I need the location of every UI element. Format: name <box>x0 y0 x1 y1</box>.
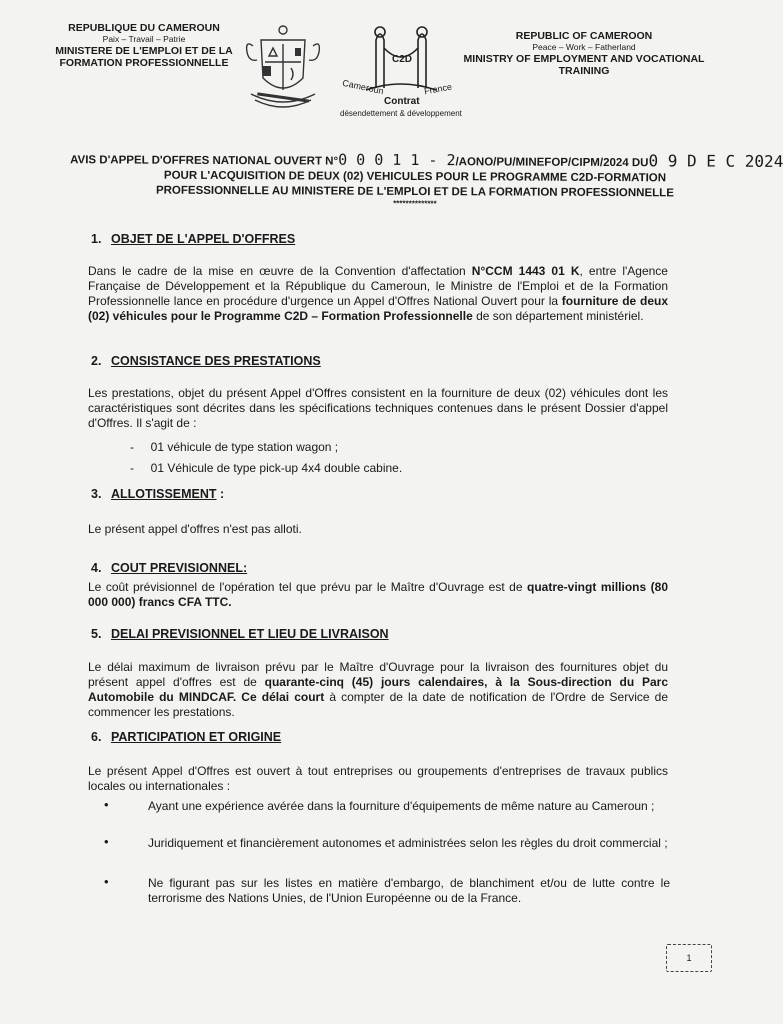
section-4-heading <box>91 561 247 575</box>
section-6-text: Le présent Appel d'Offres est ouvert à tout entreprises ou groupements d'entreprises de travaux publics locales ou internationales : <box>88 764 668 793</box>
section-6-list-item <box>104 836 670 851</box>
c2d-line2: désendettement & développement <box>340 109 462 118</box>
section-5-heading <box>91 627 389 641</box>
title-part-a: AVIS D'APPEL D'OFFRES NATIONAL OUVERT N° <box>70 154 339 168</box>
section-6-number: 6. <box>91 730 102 744</box>
s6-item-2: Juridiquement et financièrement autonomes et administrées selon les règles du droit commercial ; <box>148 836 668 850</box>
s1-text-d: fourniture de deux (02) véhicules pour le Programme C2D – Formation Professionnelle <box>88 294 668 323</box>
header-left <box>44 22 244 69</box>
motto-en: Peace – Work – Fatherland <box>532 42 636 52</box>
section-3-colon: : <box>216 487 225 501</box>
section-5-number: 5. <box>91 627 102 641</box>
title-part-b: /AONO/PU/MINEFOP/CIPM/2024 DU <box>455 156 649 170</box>
s1-text-e: de son département ministériel. <box>472 309 644 323</box>
handwritten-date: 0 9 D E C 2024 <box>648 151 783 171</box>
section-3-text: Le présent appel d'offres n'est pas alloti. <box>88 522 302 536</box>
handwritten-number: 0 0 0 1 1 - 2 <box>338 150 456 170</box>
section-2-label: CONSISTANCE DES PRESTATIONS <box>111 354 321 368</box>
c2d-center-text: C2D <box>392 54 413 65</box>
title-line3: PROFESSIONNELLE AU MINISTERE DE L'EMPLOI ET DE LA FORMATION PROFESSIONNELLE <box>155 184 674 200</box>
section-3-number: 3. <box>91 487 102 501</box>
section-4-number: 4. <box>91 561 102 575</box>
section-6-list-item <box>104 876 670 906</box>
c2d-label-left: Cameroun <box>341 77 385 97</box>
s1-text-b: N°CCM 1443 01 K <box>471 264 580 278</box>
s2-item-1: 01 véhicule de type station wagon ; <box>150 440 339 454</box>
s6-item-1: Ayant une expérience avérée dans la fourniture d'équipements de même nature au Cameroun ; <box>148 799 655 813</box>
s5-text-b: quarante-cinq (45) jours calendaires, à la Sous-direction du Parc Automobile du MINDCAF. Ce délai court <box>88 675 669 704</box>
s5-text-a: Le délai maximum de livraison prévu par le Maître d'Ouvrage pour la livraison des fournitures objet du présent appel d'offres est de <box>88 660 668 689</box>
section-3-label: ALLOTISSEMENT <box>111 487 217 501</box>
ministry-en: MINISTRY OF EMPLOYMENT AND VOCATIONAL TRAINING <box>463 53 705 77</box>
section-6-heading <box>91 730 281 744</box>
section-6-label: PARTICIPATION ET ORIGINE <box>111 730 282 744</box>
s6-item-3: Ne figurant pas sur les listes en matière d'embargo, de blanchiment et/ou de lutte contre le terrorisme des Nations Unies, de l'Union Européenne ou de la France. <box>148 876 670 905</box>
page-number-box <box>666 944 712 972</box>
bullet-icon: • <box>104 874 109 889</box>
c2d-label-right: France <box>423 81 453 97</box>
notice-title <box>70 150 783 210</box>
title-stars: ************** <box>393 198 437 209</box>
section-2-list-item: - 01 véhicule de type station wagon ; <box>130 440 339 454</box>
section-1-text <box>88 264 668 324</box>
s1-text-c: , entre l'Agence Française de Développement et la République du Cameroun, le Ministre de l'Emploi et de la Formation Professionnelle lance en procédure d'urgence un Appel d'Offres National Ouvert pour la <box>88 264 668 308</box>
ministry-fr: MINISTERE DE L'EMPLOI ET DE LA FORMATION PROFESSIONNELLE <box>55 45 233 69</box>
section-1-label: OBJET DE L'APPEL D'OFFRES <box>111 232 296 246</box>
section-2-text: Les prestations, objet du présent Appel d'Offres consistent en la fourniture de deux (02) véhicules dont les caractéristiques sont décrites dans les spécifications techniques contenues dans le présent Dossier d'appel d'Offres. Il s'agit de : <box>88 386 668 430</box>
c2d-line1: Contrat <box>384 96 420 107</box>
page-number: 1 <box>686 953 692 963</box>
section-1-heading <box>91 232 295 246</box>
coat-of-arms-icon <box>233 18 333 118</box>
motto-fr: Paix – Travail – Patrie <box>102 34 186 44</box>
bullet-icon: • <box>104 834 109 849</box>
section-5-text <box>88 660 668 720</box>
title-line2: POUR L'ACQUISITION DE DEUX (02) VEHICULES POUR LE PROGRAMME C2D-FORMATION <box>163 169 667 185</box>
section-3-heading <box>91 487 224 501</box>
country-fr: REPUBLIQUE DU CAMEROUN <box>68 22 220 34</box>
s5-text-c: à compter de la date de notification de l'Ordre de Service de commencer les prestations. <box>88 690 668 719</box>
s4-text-a: Le coût prévisionnel de l'opération tel que prévu par le Maître d'Ouvrage est de <box>88 580 527 594</box>
c2d-logo <box>336 18 466 123</box>
s1-text-a: Dans le cadre de la mise en œuvre de la Convention d'affectation <box>88 264 472 278</box>
country-en: REPUBLIC OF CAMEROON <box>515 30 653 42</box>
section-6-list-item <box>104 799 670 814</box>
section-1-number: 1. <box>91 232 102 246</box>
s2-item-2: 01 Véhicule de type pick-up 4x4 double cabine. <box>150 461 403 475</box>
section-2-list-item: - 01 Véhicule de type pick-up 4x4 double cabine. <box>130 461 403 475</box>
section-5-label: DELAI PREVISIONNEL ET LIEU DE LIVRAISON <box>111 627 389 641</box>
section-2-heading <box>91 354 321 368</box>
section-2-number: 2. <box>91 354 102 368</box>
section-4-label: COUT PREVISIONNEL: <box>111 561 248 575</box>
section-4-text <box>88 580 668 610</box>
s4-text-b: quatre-vingt millions (80 000 000) francs CFA TTC. <box>88 580 668 609</box>
header-right <box>455 30 713 77</box>
bullet-icon: • <box>104 797 109 812</box>
